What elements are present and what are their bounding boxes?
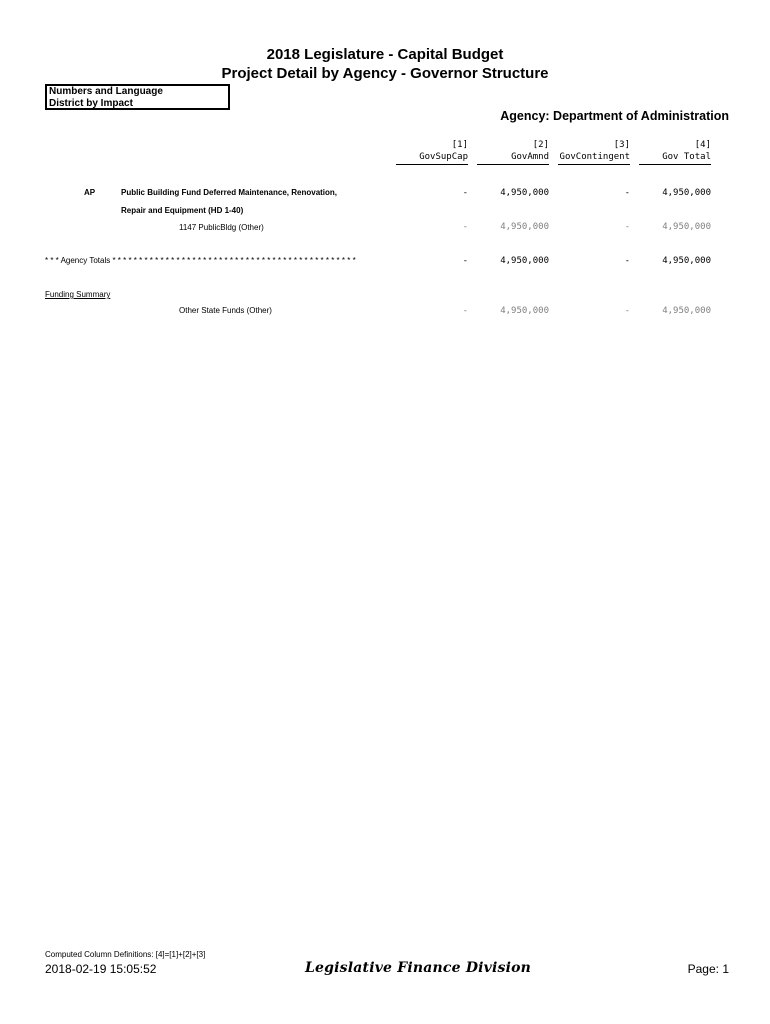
agency-totals-value-2: 4,950,000 bbox=[500, 256, 549, 266]
project-value-4: 4,950,000 bbox=[662, 188, 711, 198]
box-line-1: Numbers and Language bbox=[49, 86, 163, 97]
funding-summary-value-2: 4,950,000 bbox=[500, 306, 549, 316]
column-header-3 bbox=[558, 139, 630, 165]
project-fund-value-3: - bbox=[624, 222, 630, 232]
funding-summary-heading: Funding Summary bbox=[45, 290, 111, 299]
project-fund-label: 1147 PublicBldg (Other) bbox=[179, 223, 264, 232]
column-index: [4] bbox=[694, 140, 711, 150]
column-header-2 bbox=[477, 139, 549, 165]
funding-summary-value-4: 4,950,000 bbox=[662, 306, 711, 316]
report-subtitle: Project Detail by Agency - Governor Structure bbox=[221, 65, 549, 82]
column-name: GovSupCap bbox=[396, 151, 468, 165]
report-title: 2018 Legislature - Capital Budget bbox=[266, 46, 504, 63]
agency-totals-value-3: - bbox=[624, 256, 630, 266]
column-definitions: Computed Column Definitions: [4]=[1]+[2]+[3] bbox=[45, 950, 206, 959]
agency-totals-value-1: - bbox=[462, 256, 468, 266]
column-name: GovContingent bbox=[558, 151, 630, 165]
column-name: GovAmnd bbox=[477, 151, 549, 165]
numbers-language-box bbox=[45, 84, 230, 110]
project-fund-value-1: - bbox=[462, 222, 468, 232]
column-index: [1] bbox=[451, 140, 468, 150]
box-line-2: District by Impact bbox=[49, 98, 133, 109]
funding-summary-value-3: - bbox=[624, 306, 630, 316]
funding-summary-value-1: - bbox=[462, 306, 468, 316]
project-fund-value-4: 4,950,000 bbox=[662, 222, 711, 232]
project-value-2: 4,950,000 bbox=[500, 188, 549, 198]
column-index: [2] bbox=[532, 140, 549, 150]
funding-summary-label: Other State Funds (Other) bbox=[179, 306, 272, 315]
column-header-1 bbox=[396, 139, 468, 165]
project-value-3: - bbox=[624, 188, 630, 198]
column-name: Gov Total bbox=[639, 151, 711, 165]
agency-totals-label: * * * Agency Totals * * * * * * * * * * * * * * * * * * * * * * * * * * * * * * * * * * * * * * * * * * * * * * bbox=[45, 256, 356, 265]
project-fund-value-2: 4,950,000 bbox=[500, 222, 549, 232]
page-number: Page: 1 bbox=[687, 962, 729, 976]
project-title-line-2: Repair and Equipment (HD 1-40) bbox=[121, 206, 244, 215]
project-code: AP bbox=[84, 188, 96, 197]
agency-name: Agency: Department of Administration bbox=[500, 109, 729, 123]
project-value-1: - bbox=[462, 188, 468, 198]
division-signature: Legislative Finance Division bbox=[305, 960, 532, 976]
column-index: [3] bbox=[613, 140, 630, 150]
agency-totals-value-4: 4,950,000 bbox=[662, 256, 711, 266]
print-timestamp: 2018-02-19 15:05:52 bbox=[45, 962, 157, 976]
column-header-4 bbox=[639, 139, 711, 165]
project-title-line-1: Public Building Fund Deferred Maintenance, Renovation, bbox=[121, 188, 338, 197]
